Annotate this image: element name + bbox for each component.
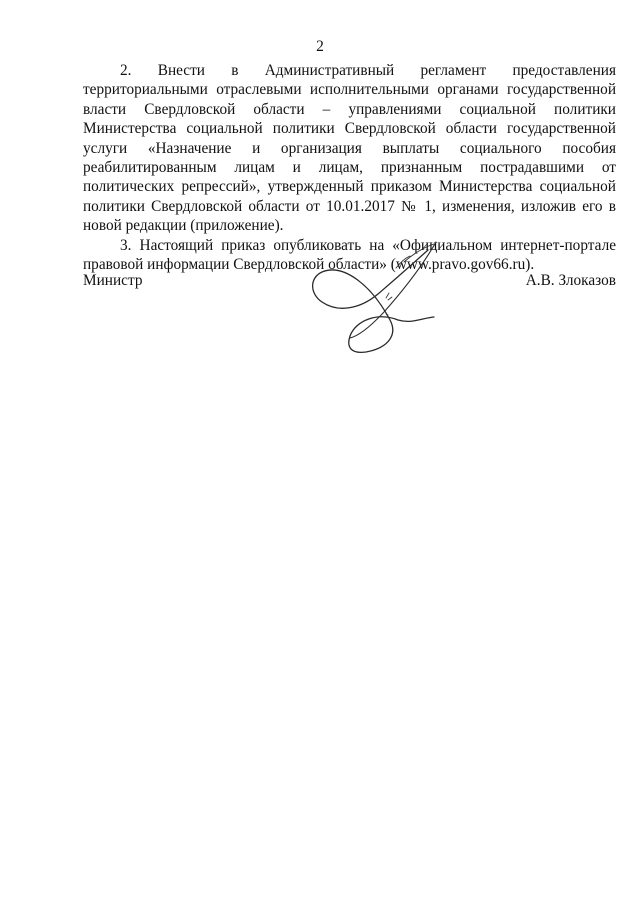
signature-dot-stroke: [386, 314, 388, 315]
signer-name: А.В. Злоказов: [525, 272, 616, 289]
paragraph-amendment: 2. Внести в Административный регламент предоставления территориальными отраслевыми исполнительными органами государственной власти Свердловской области – управлениями социальной политики Министерства социальной политики Свердловской области государственной услуги «Назначение и организация выплаты социального пособия реабилитированным лицам и лицам, признанным пострадавшими от политических репрессий», утвержденный приказом Министерства социальной политики Свердловской области от 10.01.2017 № 1, изменения, изложив его в новой редакции (приложение).: [83, 62, 616, 235]
signature-mark-stroke: [386, 293, 392, 300]
signature-loop-stroke: [313, 250, 434, 352]
paragraph-publication: 3. Настоящий приказ опубликовать на «Официальном интернет-портале правовой информации Свердловской области» (www.pravo.gov66.ru).: [83, 236, 616, 274]
handwritten-signature: [300, 238, 450, 360]
signer-position: Министр: [83, 272, 143, 289]
signature-diagonal-stroke: [350, 242, 436, 338]
page-number: 2: [316, 38, 324, 55]
signature-tick-stroke: [396, 256, 410, 268]
